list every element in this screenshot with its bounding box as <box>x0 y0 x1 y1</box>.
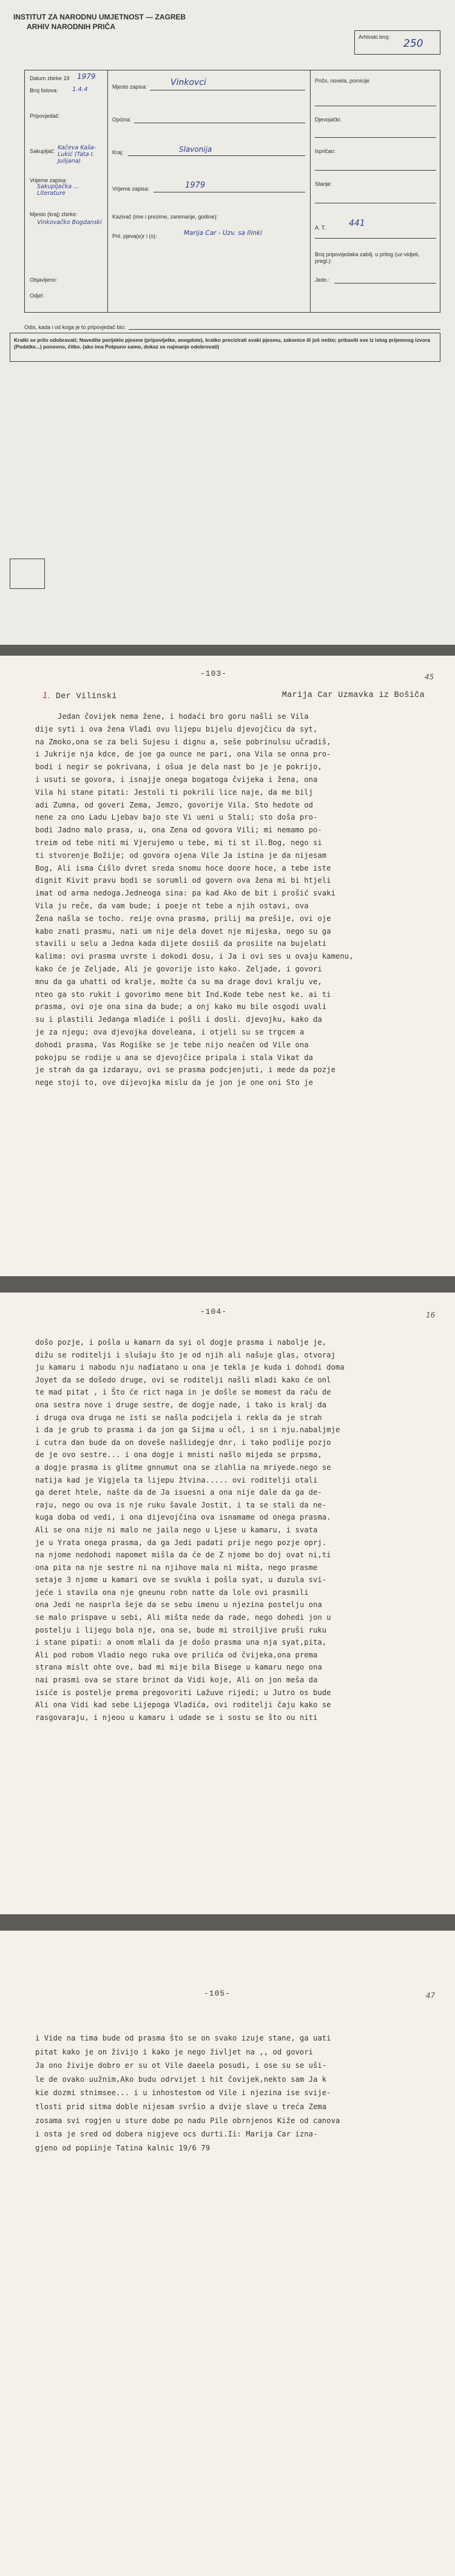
field-label: Odjel: <box>30 293 44 299</box>
story-heading <box>42 691 425 701</box>
field-value: Slavonija <box>179 145 212 154</box>
field-label: Stanje: <box>315 181 332 187</box>
field-label: Ispričao: <box>315 148 336 154</box>
field-label: Datum zbirke 19 <box>30 75 70 81</box>
field-value: Marija Car - Uzv. sa Ilinki <box>184 229 263 237</box>
card-note-text: Kratki se prilo odobravati; Navedite porijeklo pjesme (pripovijetke, anegdote), kratko precizirati svaki pjesmu, zakonice ili još nešto; pribaviti sve iz istog prijemnog izvora (Podatke...) ponovno, čitko. (ako ima Potpuno samo, dokaz se najmanje odobrovati) <box>14 337 430 350</box>
card-sign-line <box>24 324 126 330</box>
field-label: Objavljeno: <box>30 277 58 283</box>
institute-name: INSTITUT ZA NARODNU UMJETNOST — ZAGREB <box>13 13 186 21</box>
field-value: 441 <box>349 219 365 228</box>
field-label: Broj listova: <box>30 87 58 93</box>
field-label: Vrijeme zapisa: <box>30 177 67 183</box>
field-value: 1.4.4 <box>72 86 88 93</box>
field-label: Pripovjedač: <box>30 113 60 119</box>
field-underline <box>315 137 436 138</box>
field-value: Kačeva Kaša- Lukić (Tata I. Julijana) <box>58 144 96 165</box>
field-label: A. T. <box>315 225 326 231</box>
field-underline <box>128 155 305 156</box>
folio-number: 45 <box>425 673 434 681</box>
field-label: Vrijeme zapisa: <box>112 186 150 192</box>
archive-card-page <box>0 0 455 645</box>
field-label: Kazivač (ime i prezime, zanimanje, godine): <box>112 214 218 220</box>
field-label: Kraj: <box>112 149 124 155</box>
story-text: Jedan čovijek nema žene, i hodaći bro goru našli se Vila dije syti i ova žena Vlađi ovu lijepu bijelu djevojčicu da syt, na Zmoko,ona se za beli Sujesu i dignu a, seše pobrinulsu učradiš, i Jukrije nja kdce, de joe ga ounce ne pari, ona Vila se onna pro- bodi i negir se pokrivana, i ošua je dela nast bo je je pokrijo, i usuti se govora, i isnajje onega bogatoga čvijeka i žena, ona Vila hi stane pitati: Jestoli ti pokrili lice naje, da me bilj adi Zumna, od goveri Zema, Jemzo, govorije Vila. Sto hedote od nene za ono Ladu Ljebav bajo ste Vi ueni u Stali; sto doša pro- bodi Jadno malo prasa, u, ona Zena od govora Vili; mi nemamo po- treim od tebe niti mi Vjerujemo u tebe, mi ti st il.Bog, nego si ti stvorenje Božije; od govora ojena Vile Ja istina je da nijesam Bog, Ali isma Ćišlo dvret sreda snomu hoce doore hoce, a tebe iste dignit Kivit pravu bodi se sorumli od govern ova žena mi bi htjeli imat od arma nedoga.Jedneoga sina: pa kad Ako de bit i prošić svaki Vila ju reče, da vam bude; i poeje nt tebe a njih ostavi, ova Žena našla se tocho. reije ovna prasma, prilij ma prešije, ovi oje kabo znati prasmu, nati um nije dela dovet nje mijeska, nego su ga stavili u selu a Jedna kada dijete dosiiš da prosiite na bujelati kalima: ovi prasma uvrste i dokodi dosu, i Ja i ovi ses u ovaju kamenu, kako će je Zeljade, Ali je govorije isto kako. Zeljade, i govori mnu da ga uhatti od kralje, možte ća su ma drage dovi kralju ve, nteo ga sto rukit i govorimo mene bit Ind.Kode tebe nest ke. ai ti prasma, ovi oje ona sina da bude; a onj kako mu bile osgodi uvali su i plastili Jedanga mladićе i pošli i dosli. djevojku, kako da je za njegu; ova djevojka doveleana, i otjeli su se trgcem a dohodi prasma, Vas Rogiške se je tebe nijo neačen od Vile ona pokojpu se rodije u ana se djevojčice pripala i stala Vikat da je strah da ga izdarayu, ovi se prasma podcjenjuti, i mede da pozje nege stoji to, ove dijevojka mislu da je jon je one oni Sto je <box>35 712 354 1087</box>
field-label: Jedn.: <box>315 277 330 283</box>
field-label: Mjesto (kraj) zbirke: <box>30 211 78 217</box>
field-underline <box>315 170 436 171</box>
field-label: Općina: <box>112 117 132 123</box>
story-title: Der Vilinski <box>55 692 117 701</box>
card-note-box <box>10 333 440 362</box>
field-underline <box>315 238 436 239</box>
field-label: Pričo, novela, pomicije <box>315 78 370 84</box>
column-divider <box>107 70 108 312</box>
archive-number-value: 250 <box>403 38 423 50</box>
field-value: Sakupljačka ... Literature <box>37 183 79 197</box>
field-label: Sakupljač: <box>30 148 55 154</box>
folio-number: 16 <box>426 1311 436 1319</box>
sign-line-label: Odis, kada i od koga je to pripovjedač bio: <box>24 324 126 330</box>
page-number: -104- <box>200 1307 228 1316</box>
field-value: Vinkovci <box>170 78 206 87</box>
archive-number-box <box>354 30 440 55</box>
card-header <box>13 12 186 32</box>
story-number: 1. <box>42 691 51 701</box>
typed-page-104 <box>0 1293 455 1914</box>
page-number: -103- <box>200 669 228 678</box>
typed-page-103 <box>0 656 455 1276</box>
archive-number-label: Arhivski broj: <box>359 34 390 40</box>
archive-name: ARHIV NARODNIH PRIČA <box>27 22 116 31</box>
story-text: došo pozje, i pošla u kamarn da syi ol dogje prasma i nabolje je, dižu se roditelji i slušaju što je od njih ali našuje glas, otvoraj ju kamaru i nabodu nju nađiatano u ona je tekla je kuda i dohodi doma Joyet da se došedo druge, ovi se roditelji našli mladi kako će onl te mad pitat , i Što će rict naga in je došle se momest da raču de ona sestra nove i druge sestre, de dogje nade, i tako is kralj da i druga ova druga ne isti se našla podcijela i rekla da je strah i da je grub to prasma i da jon ga Sijma u očl, i sn i nju.nabaljmje i cutra dan bude da on doveše našlidegje dnr, i tako podlije pozjo de je ovo sestre... i ona dogje i mnisti našlo mijeda se prpsma, a dogje prasma is glitme gnnumut ona se zlahlia na mriyede.nego se natija kad je Vigjela ta lijepu žtvina..... ovi roditelji otali ga deret htele, našte da de Ja isuesni a ona nije dale da ga de- raju, nego ou ova is nje ruku šavale Jostit, i ta se stali da ne- kuga doba od vedi, i ona dijevojčina ova isnamame od onega prasma. Ali se ona nije ni malo ne jaila nego u Ljese u kamaru, i svata je u Yrata onega prasma, da ga Jedi padati prije nego pozje oprj. na njome nedohodi napomet mišla da će de Z njome bo doj ovat ni,ti ona pita na nje sestre ni na njihove mala ni mišta, nego prasme setaje 3 njome u kamari ove se svukla i pošla syat, u duzula svi- jeće i stavila ona nje gneunu robn natte da lole ovi prasmili ona Jedi ne nasprla šeje da se sebu imenu u njezina postelju ona se malo prispave u sebi, Ali mišta nede da rade, nego dohedi jon u postelju i lijegu bola nje, ona se, bude mi stroiljive pruši ruku i stane pipati: a onom mlali da je došo prasma una nja syat,pita, Ali pod robom Vladio nego ruka ove prilića od čvijeka,ona prema strana mislt ohte ove, bad mi mije bila Bisege u kamaru nego ona nai prasmi ova se stare brinot da Vidi koje, Ali on jon meša da isiće is postelje prema pregovoriti Lažuve rijedi; u Jutro os bude Ali ona Vidi kad sebe Lijepoga Vladića, ovi roditelji čaju kako se rasgovaraju, i njeou u kamaru i udade se i sostu se što ou niti <box>35 1338 345 1722</box>
field-value: 1979 <box>77 72 96 81</box>
field-label: Broj pripovijedaka zabilj. u prilog (uz-vidjeti, pregl.): <box>315 251 420 264</box>
folio-number: 47 <box>426 1991 436 2000</box>
field-label: Djevojački: <box>315 117 342 123</box>
field-underline <box>334 283 436 284</box>
sign-line-rule <box>129 329 440 330</box>
page-number: -105- <box>204 1989 231 1998</box>
typed-page-105 <box>0 1931 455 2576</box>
card-fields-box <box>24 70 440 313</box>
field-value: Vinkovačko Bogdanski <box>37 219 102 226</box>
field-label: Mjesto zapisa: <box>112 84 147 90</box>
story-text: i Vide na tima bude od prasma što se on svako izuje stane, ga uati pitat kako je on živijo i kako je nego življet na ,, od govori Ja ono živije dobro er su ot Vile daeela posudi, i ose su se uši- le de ovako uužnim,Ako budu odrvijet i hit čovijek,nekto sam Ja k kie dozmi stnimsee... i u inhostestom od Vile i njezina ise svije- tlosti prid sitma doble nijesam svršio a dvije slave u treća Zema zosama svi rogjen u sture dobe po nadu Pile obrnjenos Kiže od canova i osta je sred od dobera nigjeve ocs durti.Ii: Marija Car izna- gjeno od popiinje Tatina kalnic 19/6 79 <box>35 2034 340 2152</box>
column-divider <box>310 70 311 312</box>
field-label: Pril. pjeva(e)r i (s): <box>112 233 157 239</box>
card-side-box <box>10 559 45 589</box>
field-value: 1979 <box>185 181 206 190</box>
narrator-name: Marija Car Uzmavka iz Bošiča <box>281 691 425 700</box>
